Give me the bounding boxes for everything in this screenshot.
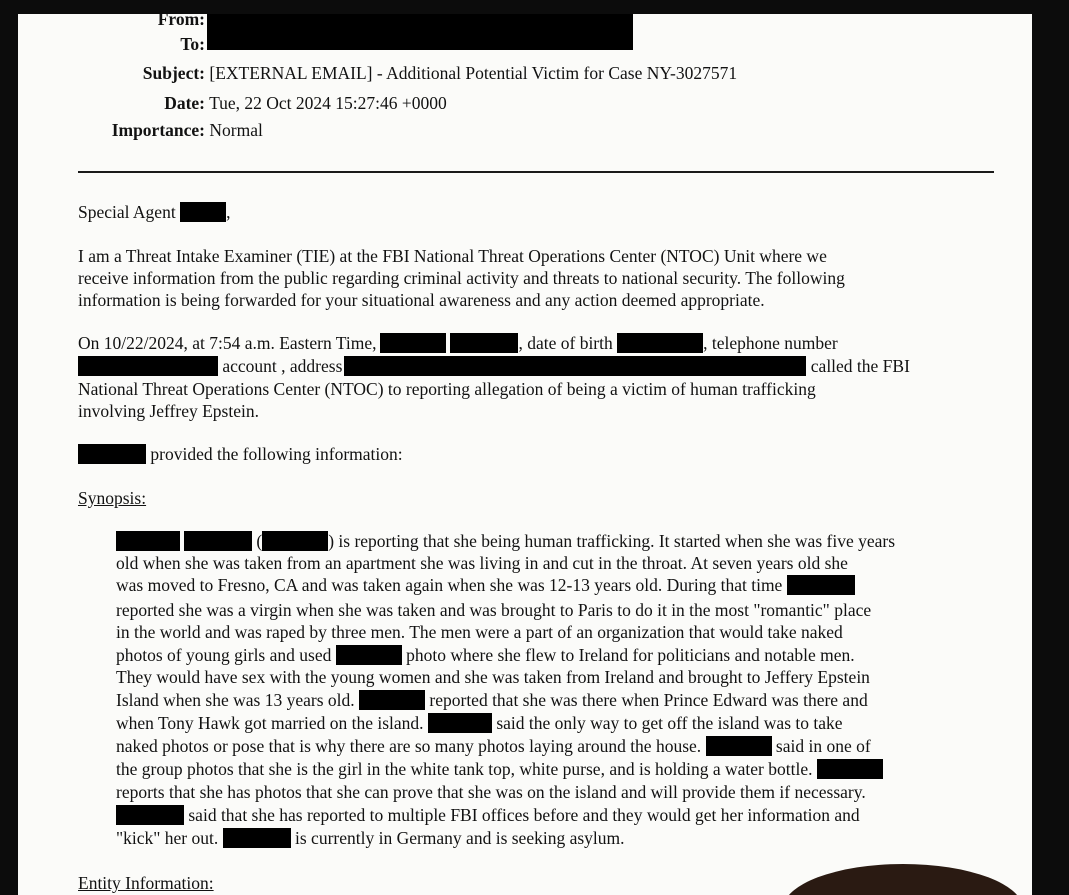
synopsis-line — [116, 758, 883, 780]
greeting-suffix: , — [226, 202, 231, 222]
importance-label: Importance: — [111, 120, 205, 140]
synopsis-line — [116, 804, 860, 826]
report-text: account , address — [222, 356, 343, 376]
importance-value: Normal — [209, 120, 263, 140]
synopsis-text: said that she has reported to multiple FBI offices before and they would get her information and — [188, 805, 860, 825]
synopsis-line — [116, 735, 871, 757]
synopsis-line — [116, 712, 843, 734]
synopsis-text: the group photos that she is the girl in the white tank top, white purse, and is holding a water bottle. — [116, 759, 813, 779]
synopsis-text: "kick" her out. — [116, 828, 219, 848]
redaction — [450, 333, 518, 353]
greeting — [78, 201, 230, 223]
synopsis-text: Island when she was 13 years old. — [116, 690, 355, 710]
to-row — [18, 33, 205, 55]
subject-row — [18, 62, 737, 84]
report-text: On 10/22/2024, at 7:54 a.m. Eastern Time, — [78, 333, 377, 353]
greeting-prefix: Special Agent — [78, 202, 176, 222]
document-page — [18, 14, 1032, 895]
header-divider — [78, 171, 994, 173]
synopsis-line: reports that she has photos that she can prove that she was on the island and will provide them if necessary. — [116, 782, 866, 802]
synopsis-line: in the world and was raped by three men. The men were a part of an organization that would take naked — [116, 622, 843, 642]
redaction — [262, 531, 328, 551]
redaction — [380, 333, 446, 353]
report-text: , telephone number — [703, 333, 838, 353]
synopsis-line — [116, 827, 625, 849]
redaction — [706, 736, 772, 756]
synopsis-heading: Synopsis: — [78, 488, 147, 508]
to-label: To: — [180, 34, 205, 54]
report-line — [78, 332, 838, 354]
date-value: Tue, 22 Oct 2024 15:27:46 +0000 — [209, 93, 447, 113]
report-text: , date of birth — [518, 333, 613, 353]
synopsis-text: photo where she flew to Ireland for politicians and notable men. — [406, 645, 855, 665]
synopsis-text: when Tony Hawk got married on the island. — [116, 713, 424, 733]
from-label: From: — [157, 14, 205, 29]
from-row — [18, 14, 205, 30]
redaction — [78, 444, 146, 464]
redaction — [359, 690, 425, 710]
provided-text: provided the following information: — [150, 444, 403, 464]
redaction — [336, 645, 402, 665]
redaction — [817, 759, 883, 779]
intro-line: I am a Threat Intake Examiner (TIE) at the FBI National Threat Operations Center (NTOC) Unit where we — [78, 246, 827, 266]
intro-line: information is being forwarded for your situational awareness and any action deemed appropriate. — [78, 290, 765, 310]
date-row — [18, 92, 447, 114]
report-text: called the FBI — [810, 356, 910, 376]
redaction — [617, 333, 703, 353]
synopsis-line — [116, 574, 855, 596]
overlapping-photo-fragment — [783, 864, 1023, 895]
redaction — [180, 202, 226, 222]
entity-heading: Entity Information: — [78, 873, 214, 893]
subject-label: Subject: — [142, 63, 205, 83]
synopsis-line: ( ) is reporting that she being human trafficking. It started when she was five years — [116, 530, 895, 552]
synopsis-line: They would have sex with the young women and she was taken from Ireland and brought to Jeffery Epstein — [116, 667, 870, 687]
provided-line — [78, 443, 403, 465]
redaction — [223, 828, 291, 848]
redaction — [787, 575, 855, 595]
synopsis-line — [116, 644, 855, 666]
synopsis-text: said in one of — [775, 736, 871, 756]
redaction — [184, 531, 252, 551]
synopsis-text: photos of young girls and used — [116, 645, 332, 665]
intro-line: receive information from the public regarding criminal activity and threats to national security. The following — [78, 268, 845, 288]
synopsis-text: ) is reporting that she being human trafficking. It started when she was five years — [328, 531, 896, 551]
redaction — [344, 356, 806, 376]
redaction-header — [207, 14, 633, 50]
synopsis-text: naked photos or pose that is why there are so many photos laying around the house. — [116, 736, 702, 756]
redaction — [78, 356, 218, 376]
date-label: Date: — [164, 93, 205, 113]
redaction — [116, 531, 180, 551]
synopsis-line: reported she was a virgin when she was taken and was brought to Paris to do it in the most "romantic" place — [116, 600, 872, 620]
synopsis-line — [116, 689, 868, 711]
synopsis-text: was moved to Fresno, CA and was taken again when she was 12-13 years old. During that time — [116, 575, 783, 595]
redaction — [428, 713, 492, 733]
synopsis-text: reported that she was there when Prince Edward was there and — [429, 690, 868, 710]
synopsis-text: said the only way to get off the island was to take — [496, 713, 843, 733]
report-line: involving Jeffrey Epstein. — [78, 401, 259, 421]
report-line — [78, 355, 910, 377]
importance-row — [18, 119, 263, 141]
redaction — [116, 805, 184, 825]
subject-value: [EXTERNAL EMAIL] - Additional Potential Victim for Case NY-3027571 — [209, 63, 738, 83]
synopsis-text: is currently in Germany and is seeking asylum. — [295, 828, 625, 848]
synopsis-line: old when she was taken from an apartment she was living in and cut in the throat. At seven years old she — [116, 553, 848, 573]
report-line: National Threat Operations Center (NTOC) to reporting allegation of being a victim of human trafficking — [78, 379, 816, 399]
